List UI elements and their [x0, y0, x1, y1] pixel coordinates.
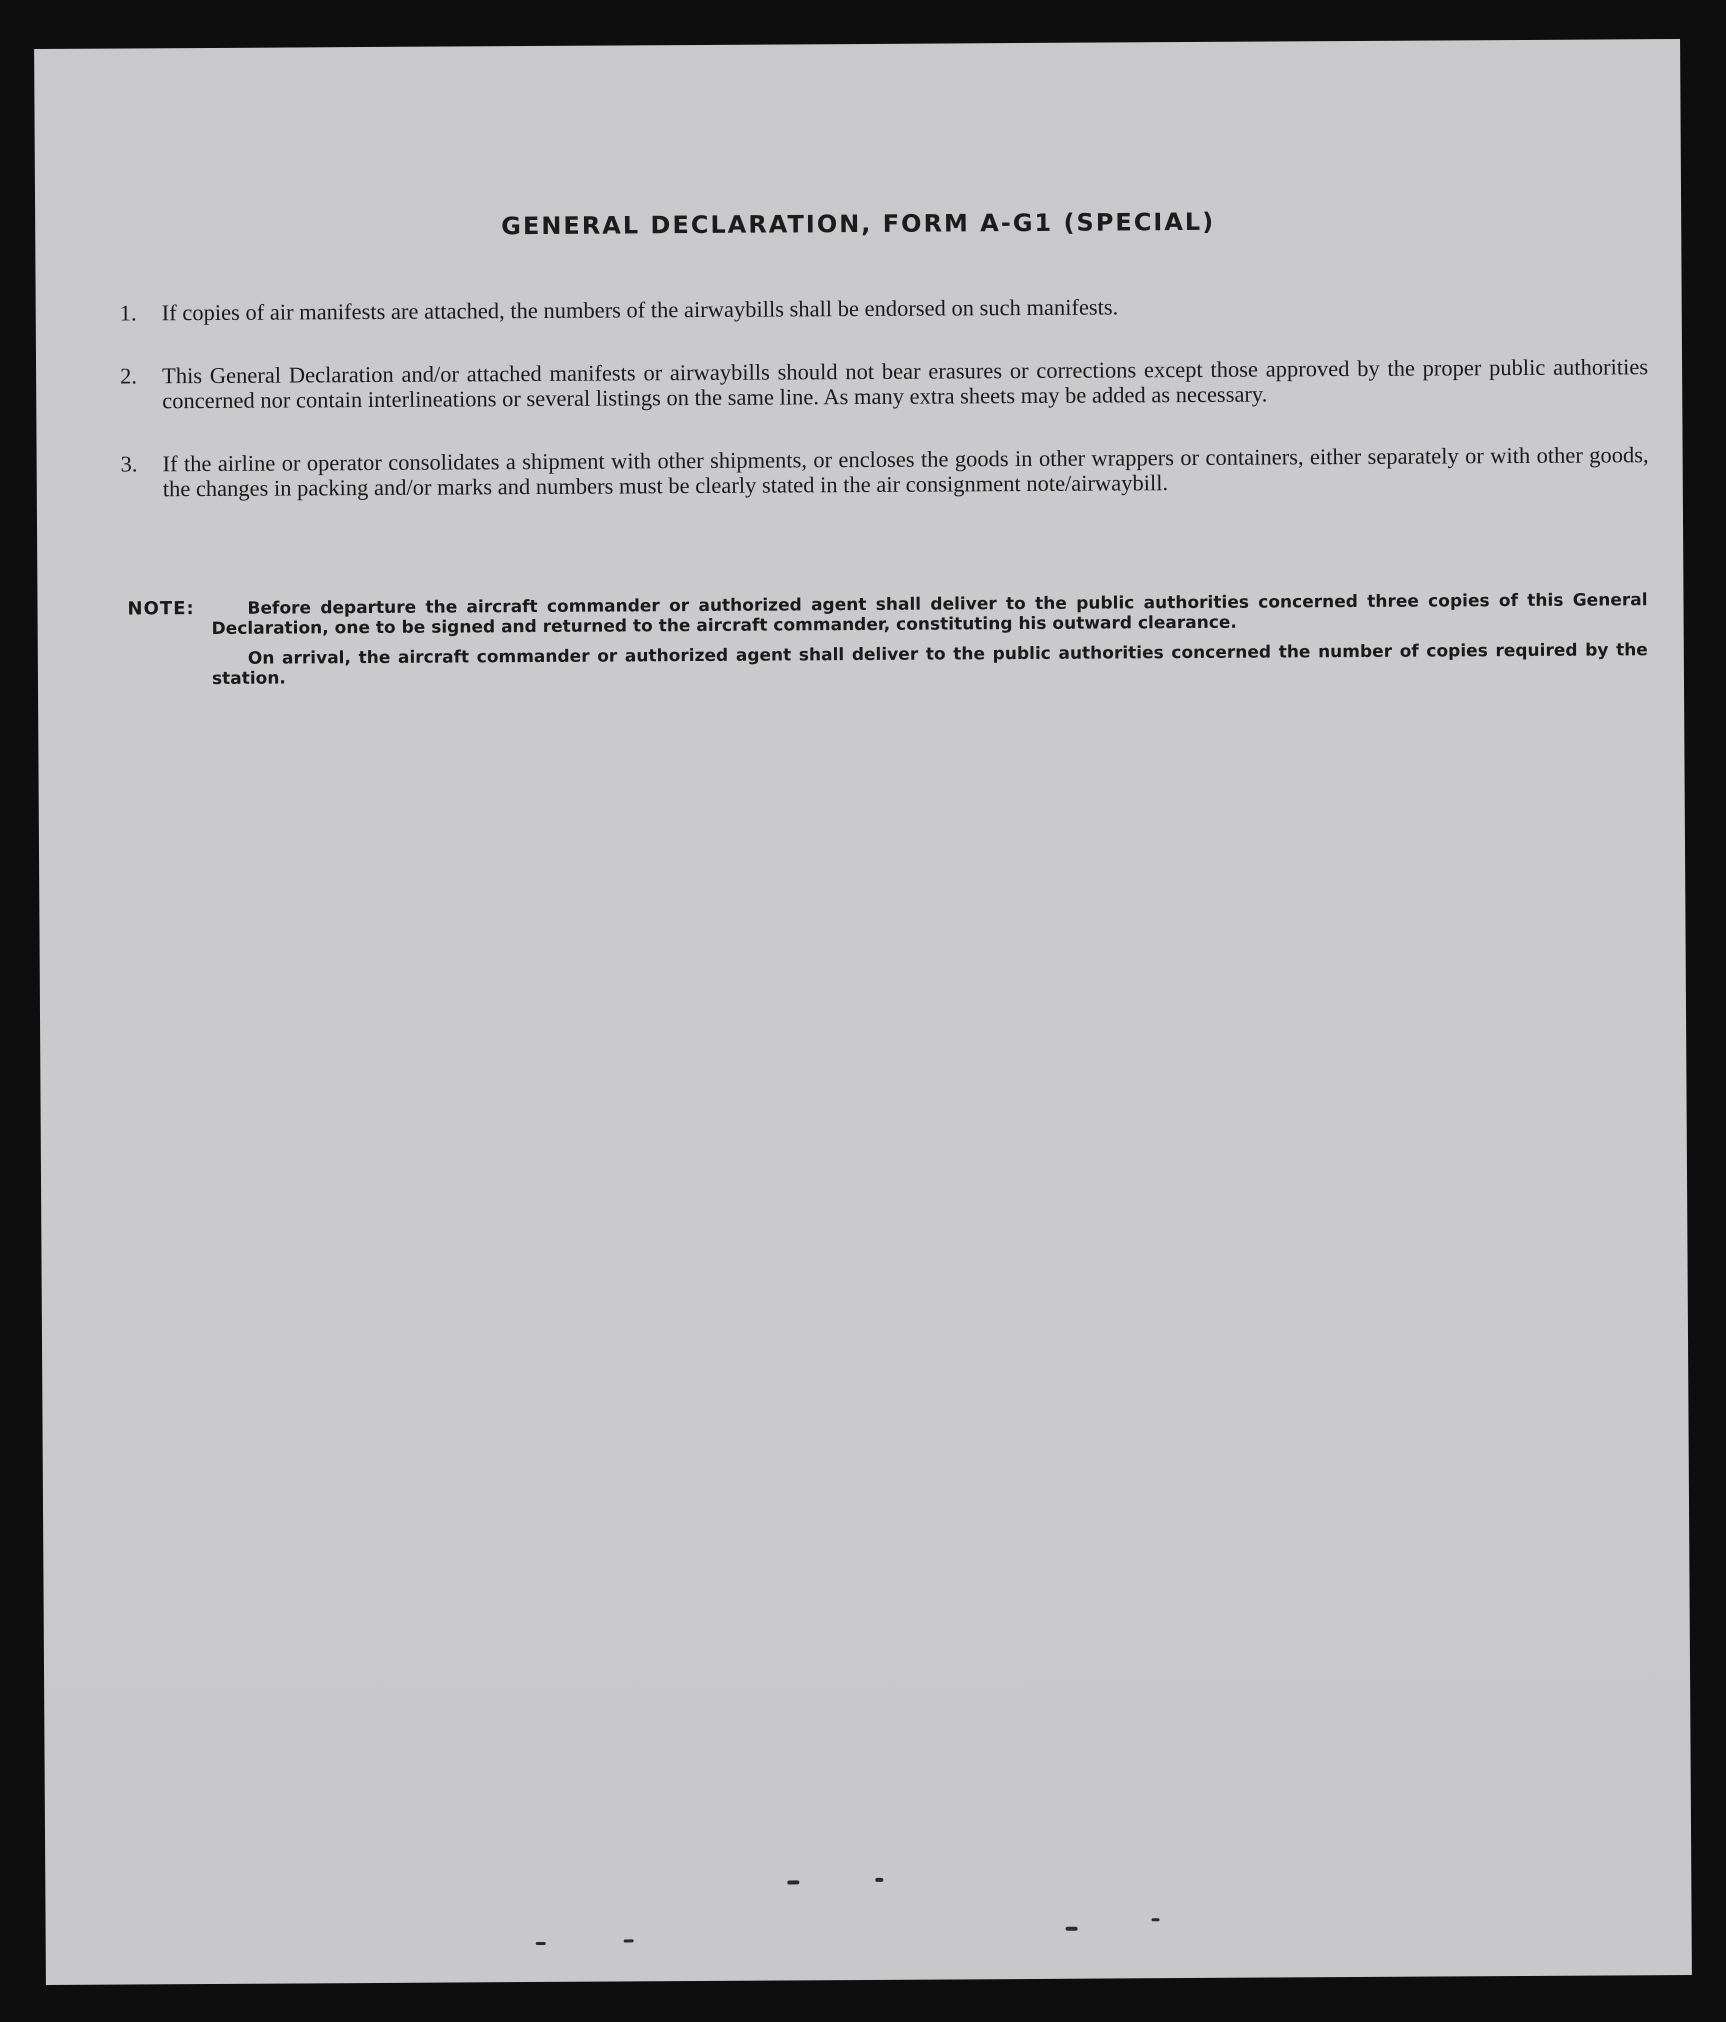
scan-speck: [536, 1942, 546, 1945]
item-text: If copies of air manifests are attached, the numbers of the airwaybills shall be endorsed on such manifests.: [161, 294, 1119, 326]
note-body: [211, 590, 1648, 689]
scan-speck: [787, 1880, 799, 1884]
scan-speck: [1152, 1918, 1160, 1921]
item-number: 1.: [119, 300, 137, 326]
document-page: [34, 39, 1692, 1985]
item-text: If the airline or operator consolidates a shipment with other shipments, or encloses the goods in other wrappers or containers, either separately or with other goods, the changes in packing and/or marks and numbers must be clearly stated in the air consignment note/airwaybill.: [162, 442, 1649, 502]
instruction-item: [121, 442, 1649, 501]
instruction-list: [120, 291, 1649, 539]
instruction-item: [120, 291, 1648, 325]
scan-speck: [1066, 1927, 1078, 1931]
scan-speck: [624, 1939, 634, 1942]
item-number: 3.: [120, 451, 138, 477]
item-text: This General Declaration and/or attached manifests or airwaybills should not bear erasures or corrections except those approved by the proper public authorities concerned nor contain interlineations or several listings on the same line. As many extra sheets may be added as necessary.: [162, 354, 1649, 414]
instruction-item: [120, 354, 1648, 413]
document-title: GENERAL DECLARATION, FORM A-G1 (SPECIAL): [501, 207, 1216, 241]
note-paragraph: On arrival, the aircraft commander or authorized agent shall deliver to the public authorities concerned the number of copies required by the station.: [211, 640, 1648, 689]
note-paragraph: Before departure the aircraft commander or authorized agent shall deliver to the public authorities concerned three copies of this General Declaration, one to be signed and returned to the aircraft commander, constituting his outward clearance.: [211, 590, 1648, 639]
note-label: NOTE:: [127, 598, 195, 620]
note-section: [127, 590, 1648, 699]
scan-speck: [875, 1878, 883, 1882]
item-number: 2.: [120, 363, 138, 389]
